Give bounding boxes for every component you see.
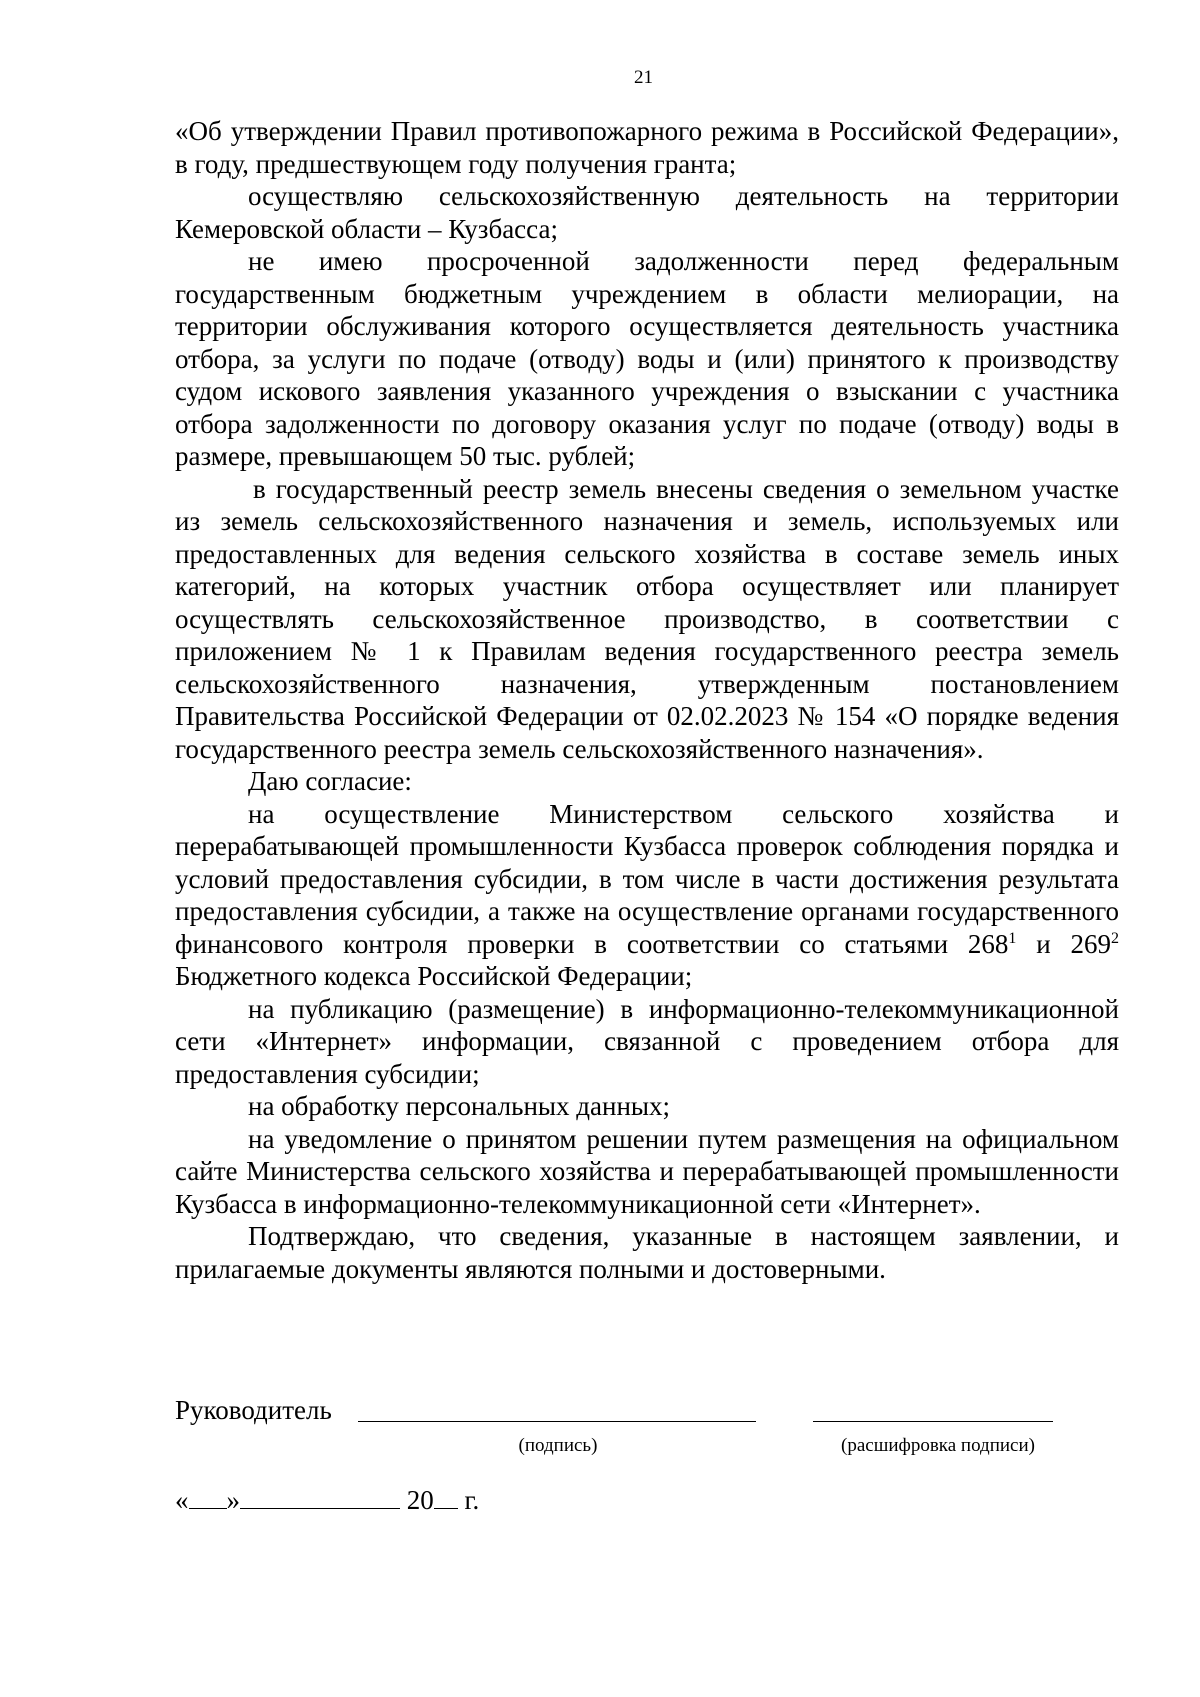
superscript-1: 1 <box>1008 929 1017 947</box>
page-number: 21 <box>634 67 653 88</box>
consent-inspections-end: Бюджетного кодекса Российской Федерации; <box>175 961 693 991</box>
year-suffix: г. <box>464 1485 480 1515</box>
paragraph-consent-heading: Даю согласие: <box>248 766 412 796</box>
year-blank[interactable] <box>434 1486 458 1509</box>
consent-inspections-mid: и 269 <box>1016 928 1111 959</box>
paragraph-no-debt: не имею просроченной задолженности перед федеральным государственным бюджетным учреждением в области мелиорации, на территории обслуживания которого осуществляется деятельность участника отбора, за услуги по подаче (отводу) воды и (или) принятого к производству судом искового заявления указанного учреждения о взыскании с участника отбора задолженности по договору оказания услуг по подаче (отводу) воды в размере, превышающем 50 тыс. рублей; <box>175 246 1119 471</box>
signature-decode-line[interactable] <box>813 1421 1053 1422</box>
superscript-2: 2 <box>1111 929 1119 947</box>
paragraph-consent-inspections <box>175 798 1119 993</box>
date-close-quote: » <box>226 1485 240 1515</box>
signature-line[interactable] <box>358 1421 756 1422</box>
paragraph-confirmation: Подтверждаю, что сведения, указанные в настоящем заявлении, и прилагаемые документы являются полными и достоверными. <box>175 1221 1119 1284</box>
document-body <box>175 115 1119 1285</box>
signatory-label: Руководитель <box>175 1395 332 1425</box>
signature-decode-caption: (расшифровка подписи) <box>841 1435 1035 1456</box>
date-line <box>175 1484 479 1516</box>
paragraph-consent-personal-data: на обработку персональных данных; <box>248 1091 671 1121</box>
year-prefix: 20 <box>406 1485 434 1515</box>
day-blank[interactable] <box>189 1486 227 1509</box>
month-blank[interactable] <box>240 1486 400 1509</box>
paragraph-fire-rules: «Об утверждении Правил противопожарного режима в Российской Федерации», в году, предшествующем году получения гранта; <box>175 116 1119 179</box>
paragraph-agricultural-activity: осуществляю сельскохозяйственную деятельность на территории Кемеровской области – Кузбасса; <box>175 181 1119 244</box>
signature-caption: (подпись) <box>518 1435 598 1456</box>
paragraph-consent-publication: на публикацию (размещение) в информационно-телекоммуникационной сети «Интернет» информации, связанной с проведением отбора для предоставления субсидии; <box>175 993 1119 1089</box>
date-open-quote: « <box>175 1485 189 1515</box>
paragraph-consent-notification: на уведомление о принятом решении путем размещения на официальном сайте Министерства сельского хозяйства и перерабатывающей промышленности Кузбасса в информационно-телекоммуникационной сети «Интернет». <box>175 1123 1119 1219</box>
consent-inspections-text: на осуществление Министерством сельского хозяйства и перерабатывающей промышленности Кузбасса проверок соблюдения порядка и условий предоставления субсидии, в том числе в части достижения результата предоставления субсидии, а также на осуществление органами государственного финансового контроля проверки в соответствии со статьями 268 <box>175 798 1119 959</box>
paragraph-land-registry: в государственный реестр земель внесены сведения о земельном участке из земель сельскохозяйственного назначения и земель, используемых или предоставленных для ведения сельского хозяйства в составе земель иных категорий, на которых участник отбора осуществляет или планирует осуществлять сельскохозяйственное производство, в соответствии с приложением № 1 к Правилам ведения государственного реестра земель сельскохозяйственного назначения, утвержденным постановлением Правительства Российской Федерации от 02.02.2023 № 154 «О порядке ведения государственного реестра земель сельскохозяйственного назначения». <box>175 473 1119 764</box>
